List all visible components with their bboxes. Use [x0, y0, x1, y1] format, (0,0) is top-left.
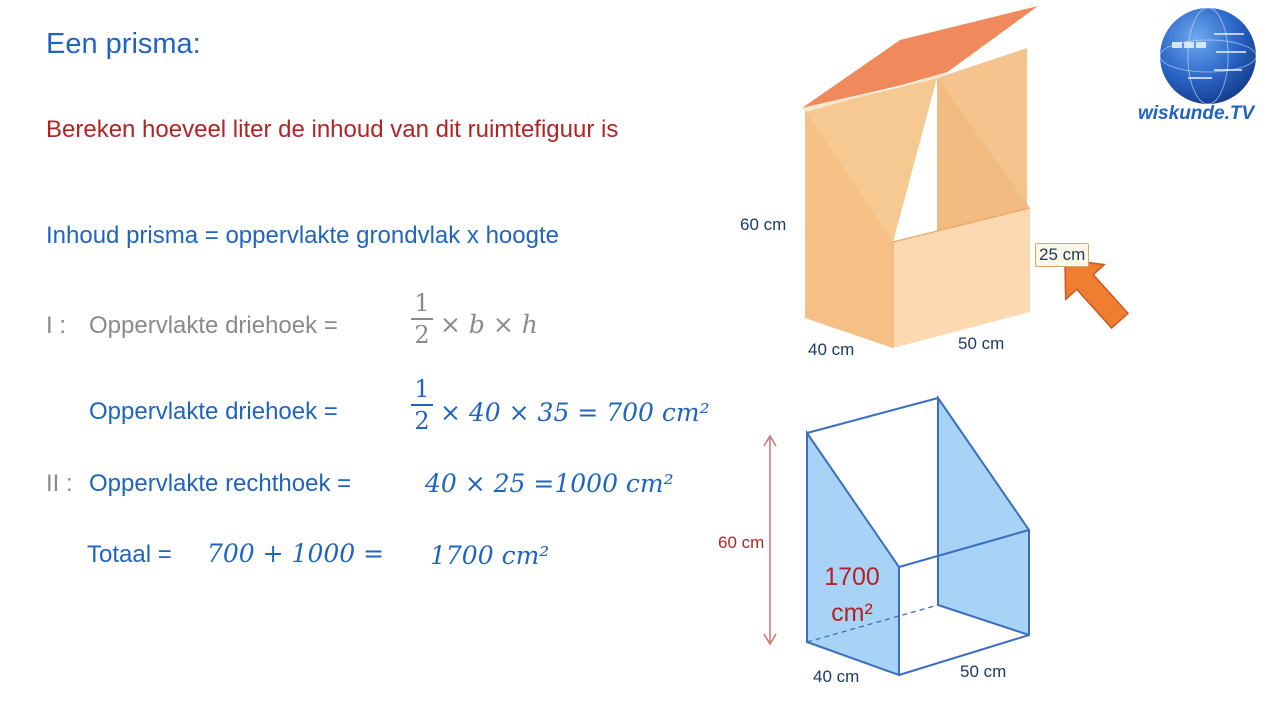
step1b-label: Oppervlakte driehoek = — [89, 398, 338, 425]
volume-formula: Inhoud prisma = oppervlakte grondvlak x hoogte — [46, 222, 559, 249]
step2-expression: 40 × 25 =1000 cm² — [425, 469, 674, 498]
step1-expression: × b × h — [440, 310, 538, 339]
bottom-width-label: 50 cm — [960, 662, 1007, 681]
top-depth-label: 40 cm — [808, 340, 855, 359]
step1-frac-num: 1 — [414, 289, 430, 317]
step1b-frac-den: 2 — [414, 407, 430, 435]
step1-frac-den: 2 — [414, 321, 430, 349]
top-height-label: 60 cm — [740, 215, 787, 234]
box-front-wall — [893, 208, 1030, 348]
blue-right-face — [938, 398, 1029, 635]
prism-blue-figure — [760, 390, 1050, 690]
top-width-label: 50 cm — [958, 334, 1005, 353]
total-expression: 700 + 1000 = — [207, 539, 385, 568]
step1-label: Oppervlakte driehoek = — [89, 312, 338, 339]
top-front-height-label: 25 cm — [1035, 243, 1089, 267]
step1-fraction — [409, 288, 435, 350]
total-label: Totaal = — [87, 541, 172, 568]
bottom-height-label: 60 cm — [718, 533, 765, 552]
top-edge — [807, 398, 938, 433]
step-roman-1: I : — [46, 312, 67, 339]
step-roman-2: II : — [46, 470, 73, 497]
area-value: 1700 — [824, 563, 880, 591]
area-unit: cm² — [831, 599, 873, 627]
step1b-fraction — [409, 374, 435, 436]
logo-text: wiskunde.TV — [1138, 103, 1255, 124]
blue-left-face — [807, 433, 899, 675]
total-result: 1700 cm² — [430, 541, 550, 570]
step1b-expression: × 40 × 35 = 700 cm² — [440, 398, 710, 427]
slide-title: Een prisma: — [46, 28, 201, 60]
question-text: Bereken hoeveel liter de inhoud van dit ruimtefiguur is — [46, 116, 619, 143]
prism-box-figure — [790, 0, 1150, 380]
bottom-depth-label: 40 cm — [813, 667, 860, 686]
step2-label: Oppervlakte rechthoek = — [89, 470, 352, 497]
globe-icon — [1158, 6, 1258, 106]
step1b-frac-num: 1 — [414, 375, 430, 403]
area-annotation — [816, 559, 888, 631]
